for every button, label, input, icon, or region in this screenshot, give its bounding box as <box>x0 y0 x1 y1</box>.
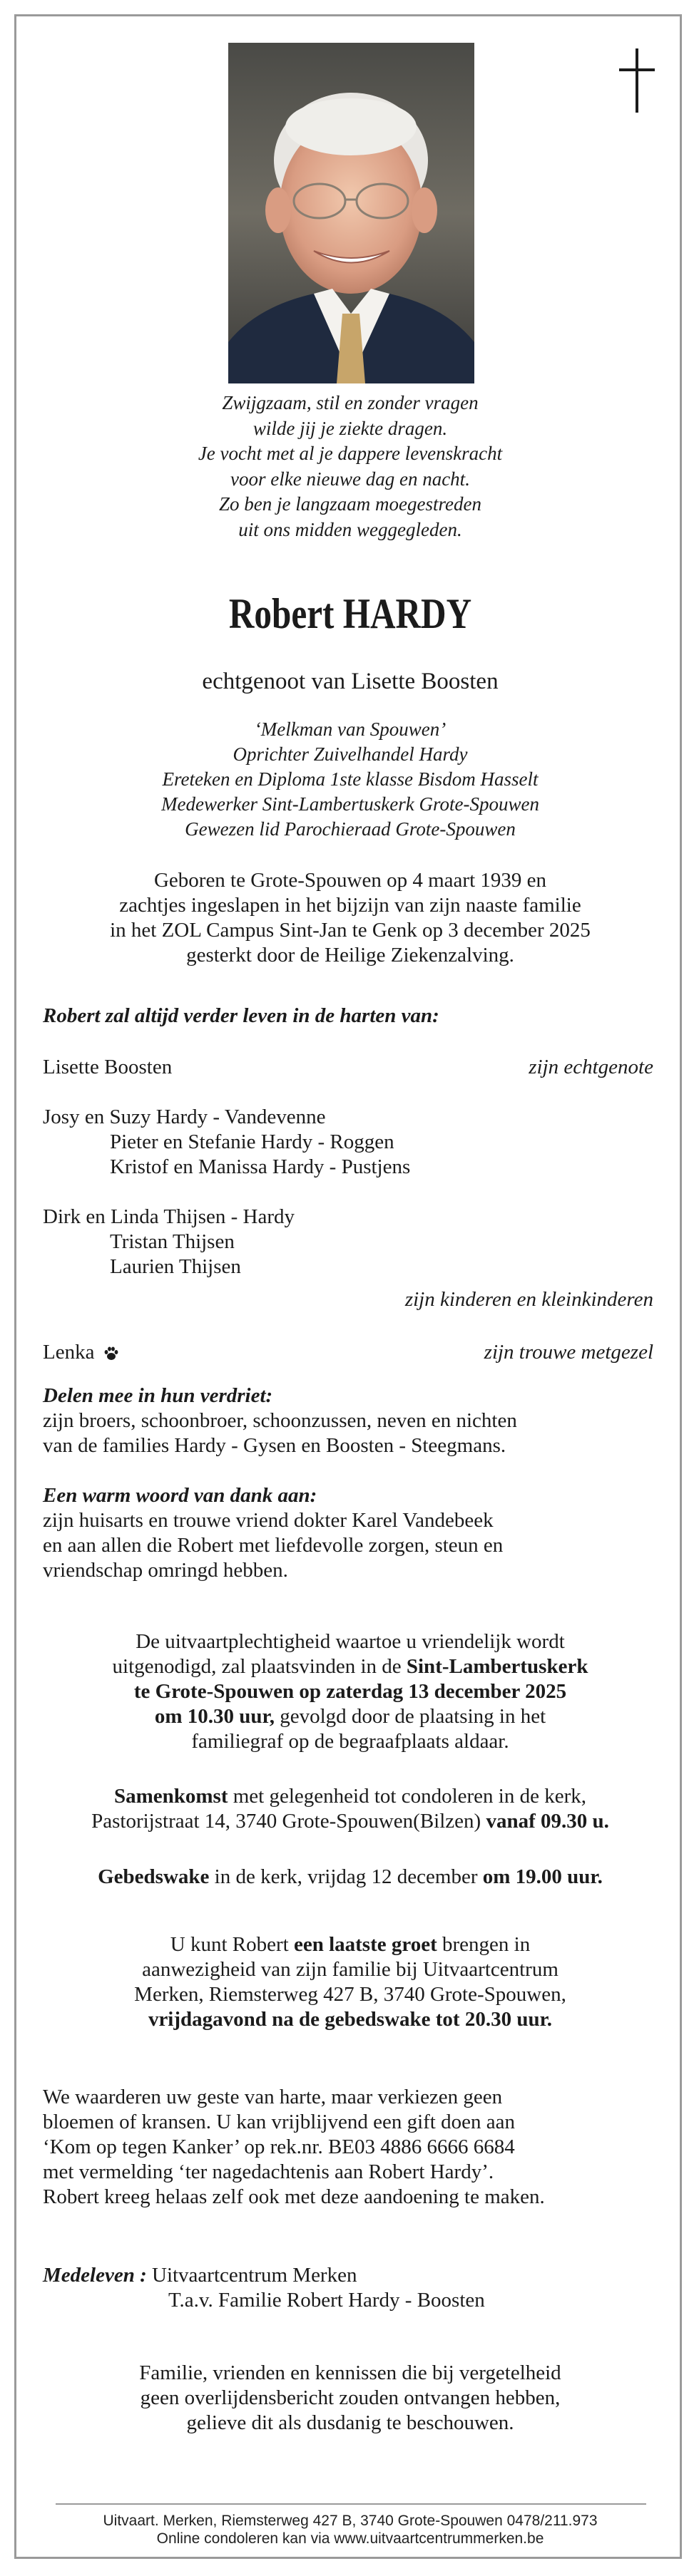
birth-line: gesterkt door de Heilige Ziekenzalving. <box>186 944 514 967</box>
title-line: ‘Melkman van Spouwen’ <box>254 718 447 740</box>
poem-line: uit ons midden weggegleden. <box>238 518 462 540</box>
title-line: Oprichter Zuivelhandel Hardy <box>233 743 468 765</box>
greeting-line: Merken, Riemsterweg 427 B, 3740 Grote-Spouwen, <box>134 1983 566 2006</box>
condolence-line <box>43 2263 357 2288</box>
children-role: zijn kinderen en kleinkinderen <box>404 1288 653 1311</box>
family-line: Josy en Suzy Hardy - Vandevenne <box>43 1106 326 1128</box>
ceremony-line <box>16 1654 684 1679</box>
greeting-line <box>16 1932 684 1957</box>
ceremony-line <box>16 1704 684 1729</box>
ceremony-text: gevolgd door de plaatsing in het <box>274 1705 546 1728</box>
gathering-label: Samenkomst <box>113 1785 228 1808</box>
ceremony-time: om 10.30 uur, <box>154 1705 275 1728</box>
vigil-time: om 19.00 uur. <box>482 1865 603 1888</box>
donation-line: ‘Kom op tegen Kanker’ op rek.nr. BE03 4886 6666 6684 <box>43 2135 515 2158</box>
grief-line: zijn broers, schoonbroer, schoonzussen, neven en nichten <box>43 1409 517 1432</box>
poem <box>16 391 684 542</box>
donation-line: met vermelding ‘ter nagedachtenis aan Robert Hardy’. <box>43 2160 494 2183</box>
deceased-name: Robert HARDY <box>228 590 472 637</box>
birth-line: zachtjes ingeslapen in het bijzijn van zijn naaste familie <box>119 894 581 917</box>
pet-role: zijn trouwe metgezel <box>484 1341 653 1364</box>
ceremony-line: familiegraf op de begraafplaats aldaar. <box>191 1730 509 1753</box>
widow-name: Lisette Boosten <box>43 1056 173 1078</box>
gathering-line <box>16 1784 684 1809</box>
thanks-line: en aan allen die Robert met liefdevolle zorgen, steun en <box>43 1534 504 1557</box>
poem-line: Je vocht met al je dappere levenskracht <box>198 443 503 464</box>
pet-entry <box>43 1340 120 1365</box>
title-line: Gewezen lid Parochieraad Grote-Spouwen <box>185 818 516 840</box>
greeting-bold: een laatste groet <box>293 1933 437 1956</box>
thanks-line: zijn huisarts en trouwe vriend dokter Karel Vandebeek <box>43 1509 494 1532</box>
greeting-text: U kunt Robert <box>170 1933 294 1956</box>
closing-line: geen overlijdensbericht zouden ontvangen hebben, <box>140 2386 561 2409</box>
family-line: Tristan Thijsen <box>110 1230 235 1253</box>
obituary-card <box>14 14 682 2559</box>
vigil-text: in de kerk, vrijdag 12 december <box>209 1865 483 1888</box>
portrait-photo <box>228 43 474 383</box>
condolence-label: Medeleven : <box>43 2264 147 2287</box>
thanks-line: vriendschap omringd hebben. <box>43 1559 288 1582</box>
donation-line: Robert kreeg helaas zelf ook met deze aandoening te maken. <box>43 2185 545 2208</box>
poem-line: Zo ben je langzaam moegestreden <box>219 493 481 515</box>
donation-line: bloemen of kransen. U kan vrijblijvend een gift doen aan <box>43 2111 515 2133</box>
footer <box>16 2512 684 2547</box>
pet-name: Lenka <box>43 1341 95 1364</box>
vigil-label: Gebedswake <box>98 1865 210 1888</box>
family-line: Pieter en Stefanie Hardy - Roggen <box>110 1130 394 1153</box>
birth-death-text <box>16 868 684 968</box>
greeting-line: aanwezigheid van zijn familie bij Uitvaartcentrum <box>142 1958 558 1981</box>
family-line: Laurien Thijsen <box>110 1255 241 1278</box>
gathering-address: Pastorijstraat 14, 3740 Grote-Spouwen(Bilzen) <box>91 1810 486 1833</box>
birth-line: in het ZOL Campus Sint-Jan te Genk op 3 december 2025 <box>110 919 591 942</box>
thanks-heading: Een warm woord van dank aan: <box>43 1484 317 1507</box>
title-line: Ereteken en Diploma 1ste klasse Bisdom Hasselt <box>162 768 539 790</box>
survivors-heading: Robert zal altijd verder leven in de harten van: <box>43 1004 439 1027</box>
condolence-text: Uitvaartcentrum Merken <box>146 2264 357 2287</box>
vigil-line <box>16 1865 684 1890</box>
ceremony-date: te Grote-Spouwen op zaterdag 13 december 2025 <box>133 1680 567 1703</box>
gathering-time: vanaf 09.30 u. <box>486 1810 609 1833</box>
paw-icon <box>103 1345 120 1362</box>
poem-line: voor elke nieuwe dag en nacht. <box>230 468 470 490</box>
greeting-time: vrijdagavond na de gebedswake tot 20.30 uur. <box>148 2008 553 2031</box>
titles-list <box>16 717 684 842</box>
ceremony-text: uitgenodigd, zal plaatsvinden in de <box>112 1655 407 1678</box>
ceremony-line: De uitvaartplechtigheid waartoe u vriendelijk wordt <box>136 1630 565 1653</box>
poem-line: Zwijgzaam, stil en zonder vragen <box>222 392 479 413</box>
grief-line: van de families Hardy - Gysen en Boosten - Steegmans. <box>43 1434 506 1457</box>
gathering-line <box>16 1809 684 1834</box>
cross-icon <box>616 45 658 116</box>
family-line: Kristof en Manissa Hardy - Pustjens <box>110 1155 411 1178</box>
title-line: Medewerker Sint-Lambertuskerk Grote-Spouwen <box>161 793 539 815</box>
gathering-text: met gelegenheid tot condoleren in de kerk, <box>228 1785 586 1808</box>
condolence-line: T.a.v. Familie Robert Hardy - Boosten <box>168 2289 485 2312</box>
spouse-line: echtgenoot van Lisette Boosten <box>202 669 499 694</box>
poem-line: wilde jij je ziekte dragen. <box>252 417 448 439</box>
donation-line: We waarderen uw geste van harte, maar verkiezen geen <box>43 2086 503 2108</box>
footer-website: Online condoleren kan via www.uitvaartcentrummerken.be <box>156 2530 544 2547</box>
closing-line: gelieve dit als dusdanig te beschouwen. <box>186 2411 514 2434</box>
footer-divider <box>56 2503 646 2505</box>
family-line: Dirk en Linda Thijsen - Hardy <box>43 1205 295 1228</box>
greeting-text: brengen in <box>437 1933 531 1956</box>
widow-role: zijn echtgenote <box>529 1056 653 1078</box>
closing-line: Familie, vrienden en kennissen die bij vergetelheid <box>139 2361 561 2384</box>
grief-heading: Delen mee in hun verdriet: <box>43 1384 273 1407</box>
footer-contact: Uitvaart. Merken, Riemsterweg 427 B, 3740 Grote-Spouwen 0478/211.973 <box>103 2513 598 2529</box>
church-name: Sint-Lambertuskerk <box>406 1655 588 1678</box>
birth-line: Geboren te Grote-Spouwen op 4 maart 1939 en <box>153 869 547 892</box>
